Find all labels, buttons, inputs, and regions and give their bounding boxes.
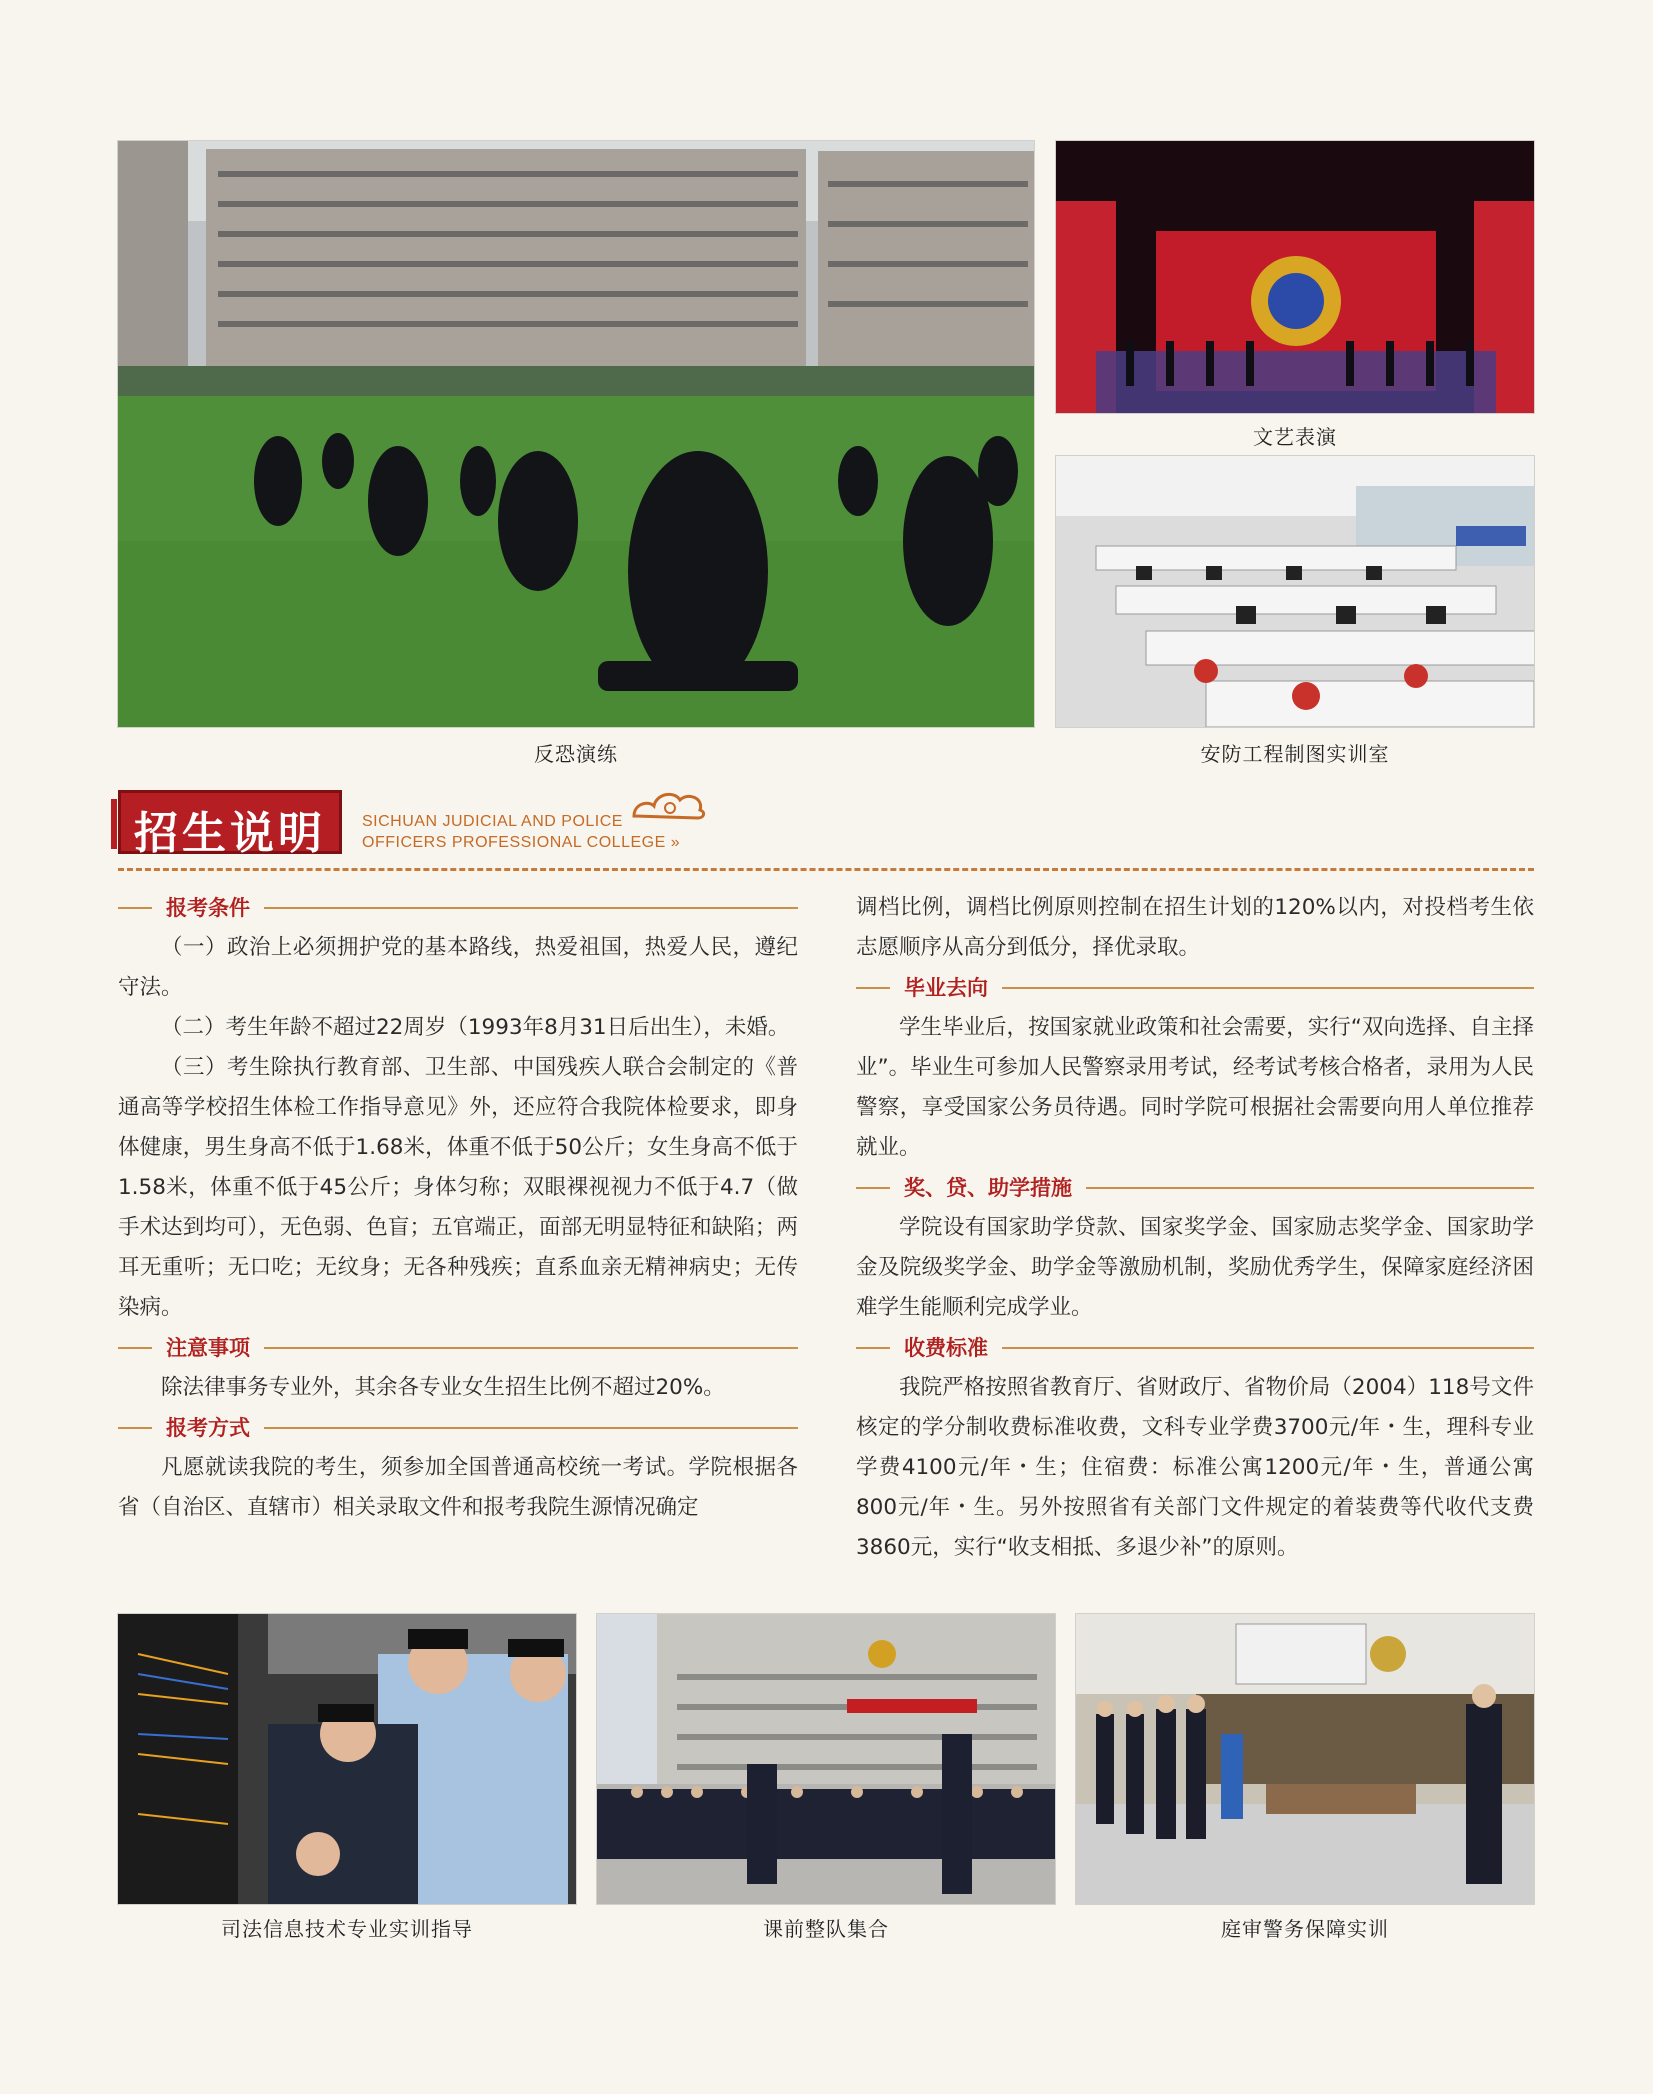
heading-application-method: 报考方式 [118, 1408, 798, 1448]
paragraph-fee-standard: 我院严格按照省教育厅、省财政厅、省物价局（2004）118号文件核定的学分制收费标准收费，文科专业学费3700元/年・生，理科专业学费4100元/年・生；住宿费：标准公寓1200元/年・生，普通公寓800元/年・生。另外按照省有关部门文件规定的着装费等代收代支费3860元，实行“收支相抵、多退少补”的原则。 [856, 1375, 1534, 1560]
cloud-ornament-icon [630, 786, 708, 822]
paragraph-financial-aid: 学院设有国家助学贷款、国家奖学金、国家励志奖学金、国家助学金及院级奖学金、助学金等激励机制，奖励优秀学生，保障家庭经济困难学生能顺利完成学业。 [856, 1215, 1534, 1320]
section-subtitle-en-1: SICHUAN JUDICIAL AND POLICE [362, 813, 623, 830]
caption-it-training: 司法信息技术专业实训指导 [221, 1917, 473, 1941]
section-title: 招生说明 [134, 808, 326, 859]
caption-drafting-lab: 安防工程制图实训室 [1200, 742, 1390, 766]
caption-stage-performance: 文艺表演 [1253, 425, 1337, 449]
paragraph-requirement-2: （二）考生年龄不超过22周岁（1993年8月31日后出生），未婚。 [161, 1015, 790, 1040]
heading-financial-aid: 奖、贷、助学措施 [856, 1168, 1534, 1208]
section-subtitle-en-2: OFFICERS PROFESSIONAL COLLEGE » [362, 834, 681, 851]
caption-assembly: 课前整队集合 [763, 1917, 889, 1941]
photo-court-training [1076, 1614, 1534, 1904]
left-column [118, 888, 798, 1528]
right-column [856, 888, 1534, 1568]
heading-application-requirements: 报考条件 [118, 888, 798, 928]
paragraph-graduate-destination: 学生毕业后，按国家就业政策和社会需要，实行“双向选择、自主择业”。毕业生可参加人民警察录用考试，经考试考核合格者，录用为人民警察，享受国家公务员待遇。同时学院可根据社会需要向用人单位推荐就业。 [856, 1015, 1534, 1160]
photo-stage-performance [1056, 141, 1534, 413]
paragraph-admission-ratio: 调档比例，调档比例原则控制在招生计划的120%以内，对投档考生依志愿顺序从高分到低分，择优录取。 [856, 895, 1534, 960]
caption-court-training: 庭审警务保障实训 [1221, 1917, 1389, 1941]
heading-graduate-destination: 毕业去向 [856, 968, 1534, 1008]
paragraph-requirement-1: （一）政治上必须拥护党的基本路线，热爱祖国，热爱人民，遵纪守法。 [118, 935, 798, 1000]
section-title-badge [118, 790, 342, 859]
photo-drafting-lab [1056, 456, 1534, 727]
photo-it-training [118, 1614, 576, 1904]
paragraph-notes: 除法律事务专业外，其余各专业女生招生比例不超过20%。 [161, 1375, 725, 1400]
photo-anti-terror-drill [118, 141, 1034, 727]
paragraph-requirement-3: （三）考生除执行教育部、卫生部、中国残疾人联合会制定的《普通高等学校招生体检工作指导意见》外，还应符合我院体检要求，即身体健康，男生身高不低于1.68米，体重不低于50公斤；女生身高不低于1.58米，体重不低于45公斤；身体匀称；双眼裸视视力不低于4.7（做手术达到均可），无色弱、色盲；五官端正，面部无明显特征和缺陷；两耳无重听；无口吃；无纹身；无各种残疾；直系血亲无精神病史；无传染病。 [118, 1055, 798, 1320]
heading-fee-standard: 收费标准 [856, 1328, 1534, 1368]
heading-notes: 注意事项 [118, 1328, 798, 1368]
section-divider [118, 868, 1534, 871]
paragraph-application-method: 凡愿就读我院的考生，须参加全国普通高校统一考试。学院根据各省（自治区、直辖市）相关录取文件和报考我院生源情况确定 [118, 1455, 798, 1520]
photo-assembly [597, 1614, 1055, 1904]
caption-anti-terror-drill: 反恐演练 [534, 742, 618, 766]
